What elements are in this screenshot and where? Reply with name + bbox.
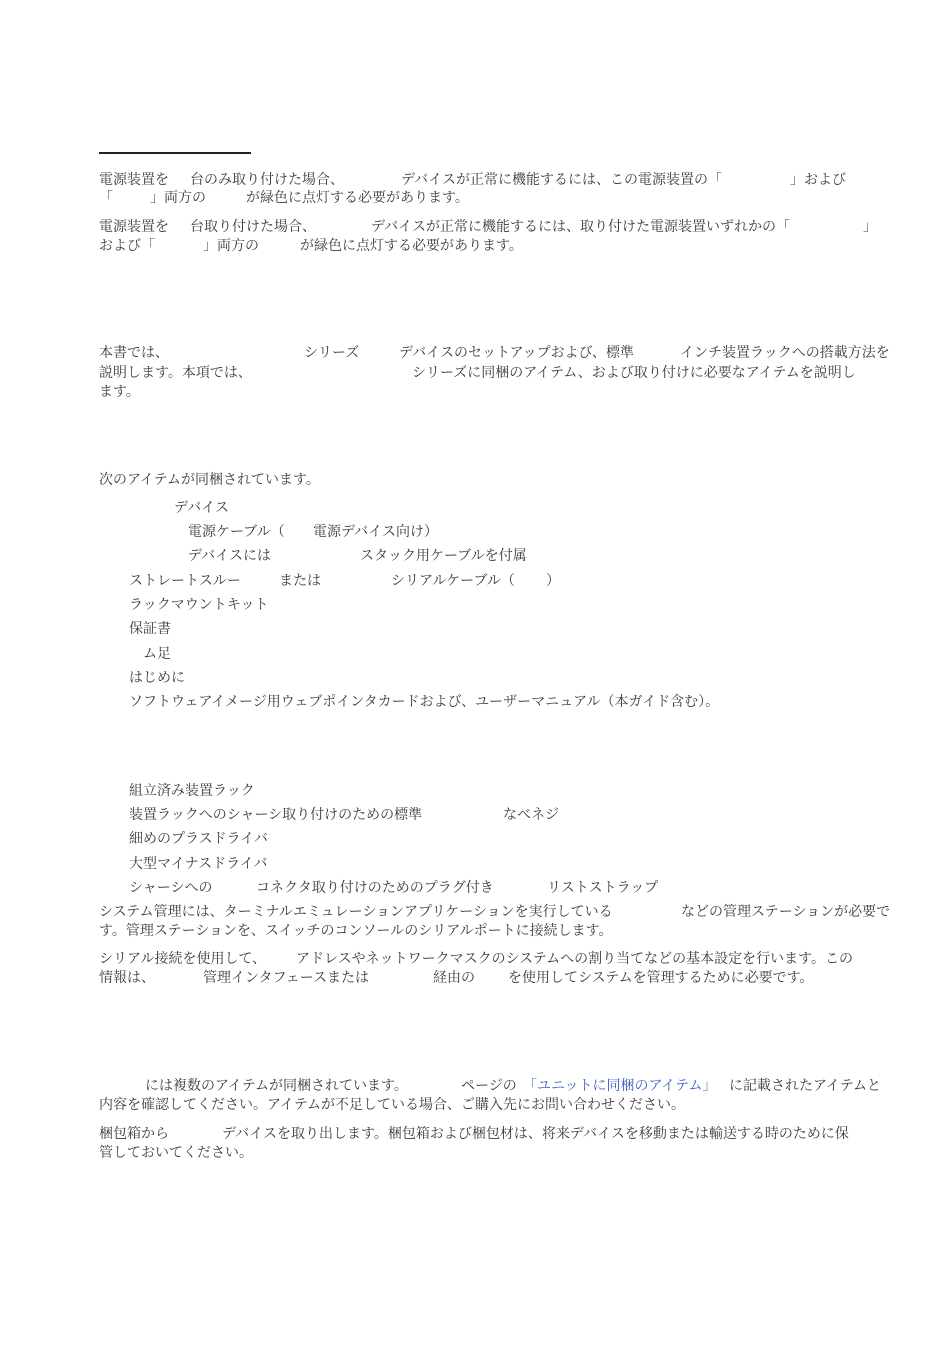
- text: 電源装置を: [99, 172, 169, 188]
- list-item: または: [279, 573, 321, 589]
- text: 本書では、: [99, 345, 169, 361]
- list-item: シャーシへの: [129, 880, 213, 896]
- list-item: 組立済み装置ラック: [129, 783, 255, 799]
- text: 管しておいてください。: [99, 1145, 253, 1161]
- text: などの管理ステーションが必要で: [681, 904, 891, 920]
- section-rule: [99, 152, 251, 154]
- text: アドレスやネットワークマスクのシステムへの割り当てなどの基本設定を行います。この: [296, 951, 854, 967]
- text: 情報は、: [99, 970, 155, 986]
- text: が緑色に点灯する必要があります。: [300, 238, 523, 254]
- list-item: デバイスには: [188, 548, 272, 564]
- text: デバイスが正常に機能するには、取り付けた電源装置いずれかの「: [371, 219, 791, 235]
- text: 内容を確認してください。アイテムが不足している場合、ご購入先にお問い合わせください。: [99, 1097, 686, 1113]
- text: シリアル接続を使用して、: [99, 951, 267, 967]
- list-item: 大型マイナスドライバ: [129, 856, 268, 872]
- text: ます。: [99, 384, 140, 400]
- list-item: 装置ラックへのシャーシ取り付けのための標準: [129, 807, 423, 823]
- text: に記載されたアイテムと: [729, 1078, 882, 1094]
- text: インチ装置ラックへの搭載方法を: [680, 345, 890, 361]
- text: 梱包箱から: [99, 1126, 169, 1142]
- text: 」両方の: [203, 238, 259, 254]
- text: 説明します。本項では、: [99, 365, 252, 381]
- text: シリーズに同梱のアイテム、および取り付けに必要なアイテムを説明し: [412, 365, 856, 381]
- text: デバイスのセットアップおよび、標準: [399, 345, 635, 361]
- list-item: 保証書: [129, 621, 171, 637]
- text: 経由の: [433, 970, 475, 986]
- list-item: ソフトウェアイメージ用ウェブポインタカードおよび、ユーザーマニュアル（本ガイド含む）。: [129, 694, 720, 710]
- list-item: ム足: [143, 646, 171, 662]
- list-item: デバイス: [174, 500, 230, 516]
- list-item: なべネジ: [503, 807, 559, 823]
- text: 電源装置を: [99, 219, 169, 235]
- text: 管理インタフェースまたは: [203, 970, 370, 986]
- text: デバイスを取り出します。梱包箱および梱包材は、将来デバイスを移動または輸送する時のために保: [222, 1126, 849, 1142]
- list-item: リストストラップ: [547, 880, 659, 896]
- text: システム管理には、ターミナルエミュレーションアプリケーションを実行している: [99, 904, 613, 920]
- text: 台のみ取り付けた場合、: [190, 172, 344, 188]
- list-item: ）: [546, 573, 560, 589]
- text: 」および: [790, 172, 846, 188]
- text: 台取り付けた場合、: [190, 219, 316, 235]
- text: が緑色に点灯する必要があります。: [246, 190, 469, 206]
- list-item: 細めのプラスドライバ: [129, 831, 268, 847]
- list-item: はじめに: [129, 670, 185, 686]
- list-item: 電源デバイス向け）: [313, 524, 439, 540]
- text: および「: [99, 238, 155, 254]
- text: す。管理ステーションを、スイッチのコンソールのシリアルポートに接続します。: [99, 923, 613, 939]
- text: デバイスが正常に機能するには、この電源装置の「: [401, 172, 723, 188]
- items-link[interactable]: 「ユニットに同梱のアイテム」: [523, 1078, 717, 1094]
- text: 「: [99, 190, 113, 206]
- list-item: 電源ケーブル（: [188, 524, 285, 540]
- list-item: ストレートスルー: [129, 573, 241, 589]
- text: 」両方の: [150, 190, 206, 206]
- list-item: シリアルケーブル（: [391, 573, 515, 589]
- text: シリーズ: [304, 345, 360, 361]
- included-heading: 次のアイテムが同梱されています。: [99, 472, 320, 488]
- list-item: スタック用ケーブルを付属: [360, 548, 527, 564]
- text: を使用してシステムを管理するために必要です。: [508, 970, 814, 986]
- list-item: ラックマウントキット: [129, 597, 269, 613]
- text: ページの: [461, 1078, 517, 1094]
- text: 」: [863, 219, 877, 235]
- text: には複数のアイテムが同梱されています。: [145, 1078, 408, 1094]
- list-item: コネクタ取り付けのためのプラグ付き: [256, 880, 494, 896]
